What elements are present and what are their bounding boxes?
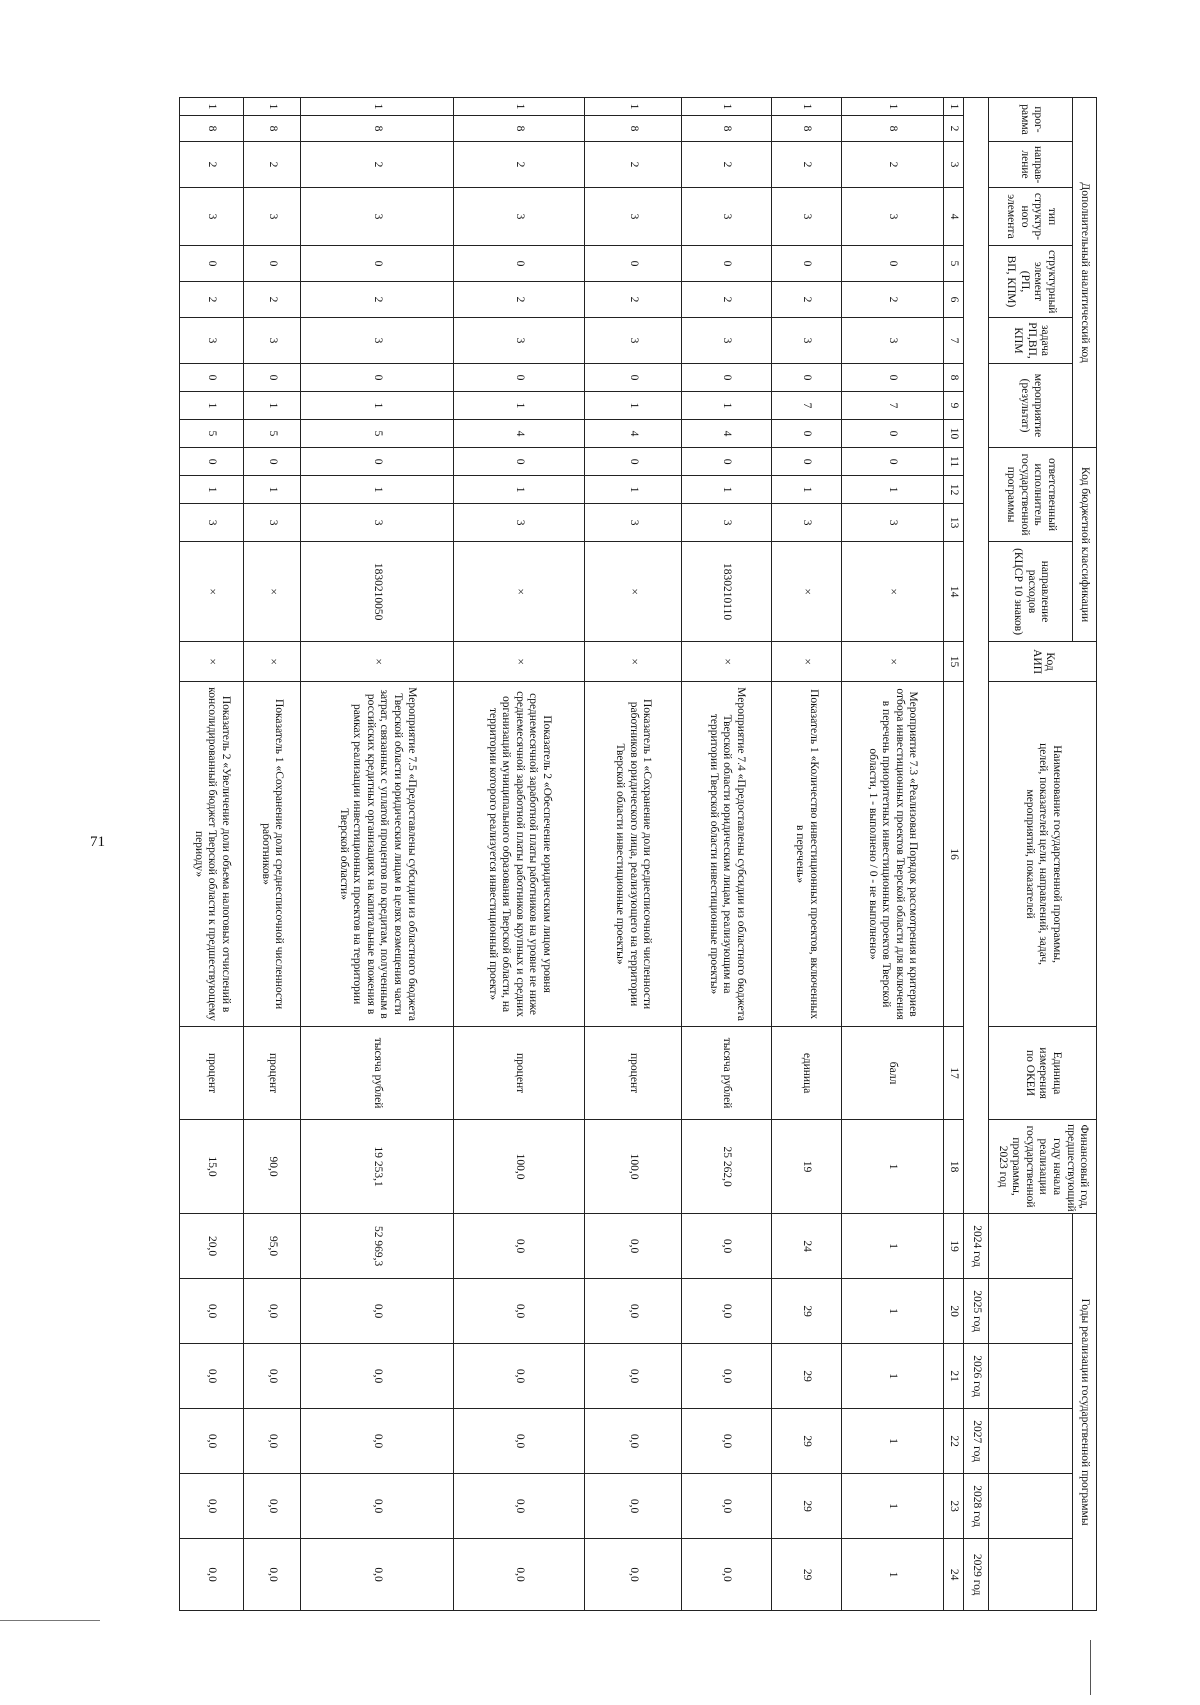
code-cell-col-13: 3 (772, 504, 842, 542)
code-cell-col-12: 1 (180, 476, 244, 504)
header-years-lead (963, 98, 989, 1214)
column-number-6: 6 (943, 282, 963, 318)
code-cell-col-14: 1830210050 (300, 542, 453, 642)
row-base-year-value: 90,0 (243, 1120, 300, 1214)
header-element-type: тип структур- ного элемента (989, 188, 1073, 246)
code-cell-col-14: × (180, 542, 244, 642)
code-cell-col-13: 3 (841, 504, 943, 542)
code-cell-col-2: 8 (243, 116, 300, 142)
code-cell-col-11: 0 (772, 448, 842, 476)
row-base-year-value: 25 262,0 (681, 1120, 771, 1214)
row-year-value-2: 0,0 (585, 1279, 682, 1344)
row-year-value-5: 0,0 (180, 1474, 244, 1539)
column-number-9: 9 (943, 392, 963, 420)
column-number-24: 24 (943, 1539, 963, 1611)
row-year-value-5: 0,0 (681, 1474, 771, 1539)
row-name: Показатель 1 «Сохранение доли среднесписочной численности работников» (243, 682, 300, 1027)
row-year-value-2: 0,0 (681, 1279, 771, 1344)
code-cell-col-8: 0 (585, 364, 682, 392)
column-number-18: 18 (943, 1120, 963, 1214)
row-year-value-1: 20,0 (180, 1214, 244, 1279)
code-cell-col-15: × (841, 642, 943, 682)
code-cell-col-1: 1 (300, 98, 453, 116)
page-number: 71 (90, 834, 105, 850)
code-cell-col-15: × (180, 642, 244, 682)
header-executor: ответственный исполнитель государственной программы (989, 448, 1073, 542)
table-row (243, 98, 300, 1611)
column-number-15: 15 (943, 642, 963, 682)
code-cell-col-5: 0 (300, 246, 453, 282)
row-year-value-6: 0,0 (585, 1539, 682, 1611)
code-cell-col-2: 8 (180, 116, 244, 142)
code-cell-col-13: 3 (585, 504, 682, 542)
row-year-value-2: 1 (841, 1279, 943, 1344)
column-number-13: 13 (943, 504, 963, 542)
scan-mark (1090, 1640, 1091, 1695)
code-cell-col-2: 8 (300, 116, 453, 142)
code-cell-col-6: 2 (772, 282, 842, 318)
column-number-5: 5 (943, 246, 963, 282)
code-cell-col-5: 0 (681, 246, 771, 282)
code-cell-col-7: 3 (772, 318, 842, 364)
row-base-year-value: 1 (841, 1120, 943, 1214)
row-name: Показатель 1 «Сохранение доли среднесписочной численности работников юридического лица, реализующего на территории Тверской области инвестиционные проекты» (585, 682, 682, 1027)
table-row (454, 98, 585, 1611)
row-year-value-6: 0,0 (454, 1539, 585, 1611)
column-number-23: 23 (943, 1474, 963, 1539)
row-year-value-3: 0,0 (585, 1344, 682, 1409)
row-name: Показатель 2 «Обеспечение юридическим лицом уровня среднемесячной заработной платы работников на уровне не ниже среднемесячной заработной платы работников крупных и средних организаций муниципального образования Тверской области, на территории которого реализуется инвестиционный проект» (454, 682, 585, 1027)
code-cell-col-9: 1 (243, 392, 300, 420)
row-year-value-2: 0,0 (300, 1279, 453, 1344)
code-cell-col-6: 2 (243, 282, 300, 318)
code-cell-col-2: 8 (841, 116, 943, 142)
column-number-1: 1 (943, 98, 963, 116)
table-row (772, 98, 842, 1611)
row-base-year-value: 100,0 (585, 1120, 682, 1214)
code-cell-col-1: 1 (454, 98, 585, 116)
code-cell-col-9: 7 (841, 392, 943, 420)
rotated-table-container (179, 97, 1097, 1600)
header-years-spacer-6 (989, 1539, 1073, 1611)
header-aip-code: Код АИП (989, 642, 1097, 682)
code-cell-col-1: 1 (243, 98, 300, 116)
header-years-spacer-4 (989, 1409, 1073, 1474)
header-base-year: Финансовый год, предшествующий году начала реализации государственной программы, 2023 год (989, 1120, 1097, 1214)
row-unit: процент (243, 1027, 300, 1120)
row-year-value-1: 95,0 (243, 1214, 300, 1279)
column-number-7: 7 (943, 318, 963, 364)
code-cell-col-3: 2 (681, 142, 771, 188)
code-cell-col-14: × (454, 542, 585, 642)
code-cell-col-1: 1 (585, 98, 682, 116)
row-base-year-value: 19 253,1 (300, 1120, 453, 1214)
column-number-2: 2 (943, 116, 963, 142)
header-years-spacer-3 (989, 1344, 1073, 1409)
code-cell-col-4: 3 (841, 188, 943, 246)
code-cell-col-7: 3 (454, 318, 585, 364)
program-table (179, 97, 1097, 1611)
header-year-5: 2028 год (963, 1474, 989, 1539)
code-cell-col-6: 2 (681, 282, 771, 318)
code-cell-col-5: 0 (454, 246, 585, 282)
code-cell-col-2: 8 (585, 116, 682, 142)
code-cell-col-10: 5 (300, 420, 453, 448)
table-row (585, 98, 682, 1611)
code-cell-col-11: 0 (454, 448, 585, 476)
code-cell-col-14: × (841, 542, 943, 642)
row-year-value-3: 0,0 (300, 1344, 453, 1409)
row-year-value-5: 0,0 (454, 1474, 585, 1539)
code-cell-col-15: × (454, 642, 585, 682)
code-cell-col-14: × (243, 542, 300, 642)
code-cell-col-8: 0 (681, 364, 771, 392)
row-name: Показатель 1 «Количество инвестиционных проектов, включенных в перечень» (772, 682, 842, 1027)
column-number-21: 21 (943, 1344, 963, 1409)
code-cell-col-9: 1 (681, 392, 771, 420)
header-years-spacer-2 (989, 1279, 1073, 1344)
row-base-year-value: 100,0 (454, 1120, 585, 1214)
header-year-3: 2026 год (963, 1344, 989, 1409)
row-year-value-1: 0,0 (585, 1214, 682, 1279)
row-year-value-6: 1 (841, 1539, 943, 1611)
code-cell-col-10: 5 (243, 420, 300, 448)
column-number-8: 8 (943, 364, 963, 392)
code-cell-col-8: 0 (454, 364, 585, 392)
row-year-value-1: 24 (772, 1214, 842, 1279)
column-number-20: 20 (943, 1279, 963, 1344)
row-year-value-2: 0,0 (243, 1279, 300, 1344)
table-row (681, 98, 771, 1611)
row-unit: единица (772, 1027, 842, 1120)
row-year-value-2: 0,0 (454, 1279, 585, 1344)
row-unit: процент (180, 1027, 244, 1120)
table-row (180, 98, 244, 1611)
header-year-1: 2024 год (963, 1214, 989, 1279)
code-cell-col-9: 1 (300, 392, 453, 420)
code-cell-col-8: 0 (772, 364, 842, 392)
row-year-value-1: 1 (841, 1214, 943, 1279)
header-name: Наименование государственной программы, целей, показателей цели, направлений, задач, мероприятий, показателей (989, 682, 1097, 1027)
column-number-11: 11 (943, 448, 963, 476)
code-cell-col-7: 3 (300, 318, 453, 364)
row-year-value-6: 0,0 (180, 1539, 244, 1611)
row-year-value-4: 29 (772, 1409, 842, 1474)
row-year-value-1: 0,0 (454, 1214, 585, 1279)
code-cell-col-6: 2 (841, 282, 943, 318)
code-cell-col-8: 0 (841, 364, 943, 392)
row-year-value-5: 1 (841, 1474, 943, 1539)
code-cell-col-12: 1 (841, 476, 943, 504)
row-name: Мероприятие 7.5 «Предоставлены субсидии из областного бюджета Тверской области юридическим лицам в целях возмещения части затрат, связанных с уплатой процентов по кредитам, полученным в российских кредитных организациях на капитальные вложения в рамках реализации инвестиционных проектов на территории Тверской области» (300, 682, 453, 1027)
code-cell-col-14: × (585, 542, 682, 642)
code-cell-col-13: 3 (454, 504, 585, 542)
code-cell-col-9: 1 (180, 392, 244, 420)
row-year-value-4: 1 (841, 1409, 943, 1474)
header-expense-direction: направление расходов (КЦСР 10 знаков) (989, 542, 1073, 642)
row-year-value-3: 0,0 (243, 1344, 300, 1409)
code-cell-col-1: 1 (681, 98, 771, 116)
code-cell-col-13: 3 (180, 504, 244, 542)
header-program: прог- рамма (989, 98, 1073, 142)
code-cell-col-3: 2 (300, 142, 453, 188)
code-cell-col-4: 3 (243, 188, 300, 246)
code-cell-col-5: 0 (585, 246, 682, 282)
code-cell-col-2: 8 (454, 116, 585, 142)
row-year-value-4: 0,0 (454, 1409, 585, 1474)
code-cell-col-11: 0 (243, 448, 300, 476)
code-cell-col-6: 2 (180, 282, 244, 318)
code-cell-col-7: 3 (180, 318, 244, 364)
column-number-3: 3 (943, 142, 963, 188)
column-number-17: 17 (943, 1027, 963, 1120)
header-year-2: 2025 год (963, 1279, 989, 1344)
table-row (300, 98, 453, 1611)
code-cell-col-9: 7 (772, 392, 842, 420)
code-cell-col-1: 1 (841, 98, 943, 116)
header-year-4: 2027 год (963, 1409, 989, 1474)
code-cell-col-11: 0 (681, 448, 771, 476)
row-year-value-2: 0,0 (180, 1279, 244, 1344)
row-unit: процент (585, 1027, 682, 1120)
code-cell-col-6: 2 (454, 282, 585, 318)
column-number-19: 19 (943, 1214, 963, 1279)
row-base-year-value: 15,0 (180, 1120, 244, 1214)
code-cell-col-12: 1 (772, 476, 842, 504)
code-cell-col-15: × (585, 642, 682, 682)
code-cell-col-12: 1 (681, 476, 771, 504)
code-cell-col-4: 3 (454, 188, 585, 246)
row-year-value-6: 0,0 (681, 1539, 771, 1611)
code-cell-col-10: 5 (180, 420, 244, 448)
row-year-value-5: 29 (772, 1474, 842, 1539)
header-years-title: Годы реализации государственной программы (1073, 1214, 1097, 1611)
column-number-22: 22 (943, 1409, 963, 1474)
code-cell-col-10: 4 (454, 420, 585, 448)
code-cell-col-10: 0 (841, 420, 943, 448)
header-years-spacer-5 (989, 1474, 1073, 1539)
row-year-value-4: 0,0 (243, 1409, 300, 1474)
code-cell-col-8: 0 (180, 364, 244, 392)
code-cell-col-12: 1 (585, 476, 682, 504)
code-cell-col-6: 2 (300, 282, 453, 318)
code-cell-col-10: 0 (772, 420, 842, 448)
row-year-value-1: 52 969,3 (300, 1214, 453, 1279)
code-cell-col-12: 1 (454, 476, 585, 504)
row-unit: процент (454, 1027, 585, 1120)
row-year-value-1: 0,0 (681, 1214, 771, 1279)
header-year-6: 2029 год (963, 1539, 989, 1611)
code-cell-col-1: 1 (772, 98, 842, 116)
code-cell-col-13: 3 (243, 504, 300, 542)
row-unit: тысяча рублей (300, 1027, 453, 1120)
row-year-value-3: 0,0 (180, 1344, 244, 1409)
code-cell-col-6: 2 (585, 282, 682, 318)
code-cell-col-7: 3 (841, 318, 943, 364)
code-cell-col-9: 1 (585, 392, 682, 420)
code-cell-col-5: 0 (243, 246, 300, 282)
code-cell-col-3: 2 (243, 142, 300, 188)
code-cell-col-5: 0 (841, 246, 943, 282)
row-name: Мероприятие 7.4 «Предоставлены субсидии из областного бюджета Тверской области юридическим лицам, реализующим на территории Тверской области инвестиционные проекты» (681, 682, 771, 1027)
header-additional-code: Дополнительный аналитический код (1073, 98, 1097, 448)
binding-line (0, 1620, 100, 1621)
column-number-10: 10 (943, 420, 963, 448)
code-cell-col-15: × (681, 642, 771, 682)
header-task: задача РП,ВП, КПМ (989, 318, 1073, 364)
code-cell-col-8: 0 (300, 364, 453, 392)
code-cell-col-3: 2 (841, 142, 943, 188)
code-cell-col-15: × (243, 642, 300, 682)
code-cell-col-3: 2 (454, 142, 585, 188)
row-year-value-2: 29 (772, 1279, 842, 1344)
code-cell-col-12: 1 (243, 476, 300, 504)
code-cell-col-12: 1 (300, 476, 453, 504)
code-cell-col-15: × (300, 642, 453, 682)
code-cell-col-10: 4 (585, 420, 682, 448)
code-cell-col-3: 2 (585, 142, 682, 188)
code-cell-col-11: 0 (180, 448, 244, 476)
code-cell-col-5: 0 (772, 246, 842, 282)
column-number-12: 12 (943, 476, 963, 504)
row-year-value-4: 0,0 (180, 1409, 244, 1474)
code-cell-col-2: 8 (772, 116, 842, 142)
code-cell-col-4: 3 (681, 188, 771, 246)
row-year-value-4: 0,0 (300, 1409, 453, 1474)
row-year-value-6: 0,0 (243, 1539, 300, 1611)
row-year-value-5: 0,0 (243, 1474, 300, 1539)
code-cell-col-3: 2 (180, 142, 244, 188)
code-cell-col-11: 0 (300, 448, 453, 476)
row-year-value-4: 0,0 (681, 1409, 771, 1474)
row-year-value-3: 0,0 (681, 1344, 771, 1409)
column-number-16: 16 (943, 682, 963, 1027)
code-cell-col-9: 1 (454, 392, 585, 420)
row-year-value-5: 0,0 (585, 1474, 682, 1539)
header-measure: мероприятие (результат) (989, 364, 1073, 448)
code-cell-col-7: 3 (681, 318, 771, 364)
header-budget-code: Код бюджетной классификации (1073, 448, 1097, 642)
code-cell-col-7: 3 (243, 318, 300, 364)
code-cell-col-13: 3 (681, 504, 771, 542)
row-year-value-4: 0,0 (585, 1409, 682, 1474)
code-cell-col-15: × (772, 642, 842, 682)
code-cell-col-3: 2 (772, 142, 842, 188)
row-name: Показатель 2 «Увеличение доли объема налоговых отчислений в консолидированный бюджет Тверской области к предшествующему периоду» (180, 682, 244, 1027)
code-cell-col-4: 3 (772, 188, 842, 246)
code-cell-col-4: 3 (585, 188, 682, 246)
code-cell-col-5: 0 (180, 246, 244, 282)
header-years-spacer-1 (989, 1214, 1073, 1279)
code-cell-col-2: 8 (681, 116, 771, 142)
code-cell-col-14: × (772, 542, 842, 642)
code-cell-col-8: 0 (243, 364, 300, 392)
column-number-4: 4 (943, 188, 963, 246)
row-year-value-6: 29 (772, 1539, 842, 1611)
row-year-value-3: 1 (841, 1344, 943, 1409)
code-cell-col-11: 0 (841, 448, 943, 476)
header-unit: Единица измерения по ОКЕИ (989, 1027, 1097, 1120)
row-year-value-3: 29 (772, 1344, 842, 1409)
code-cell-col-13: 3 (300, 504, 453, 542)
row-unit: балл (841, 1027, 943, 1120)
column-number-14: 14 (943, 542, 963, 642)
row-year-value-3: 0,0 (454, 1344, 585, 1409)
row-name: Мероприятие 7.3 «Реализован Порядок рассмотрения и критериев отбора инвестиционных проектов Тверской области для включения в перечень приоритетных инвестиционных проектов Тверской области, 1 - выполнено / 0 - не выполнено» (841, 682, 943, 1027)
row-year-value-6: 0,0 (300, 1539, 453, 1611)
header-direction: направ- ление (989, 142, 1073, 188)
code-cell-col-7: 3 (585, 318, 682, 364)
row-unit: тысяча рублей (681, 1027, 771, 1120)
row-year-value-5: 0,0 (300, 1474, 453, 1539)
code-cell-col-1: 1 (180, 98, 244, 116)
code-cell-col-4: 3 (180, 188, 244, 246)
row-base-year-value: 19 (772, 1120, 842, 1214)
code-cell-col-14: 1830210110 (681, 542, 771, 642)
code-cell-col-10: 4 (681, 420, 771, 448)
table-row (841, 98, 943, 1611)
code-cell-col-11: 0 (585, 448, 682, 476)
header-structural-element: структурный элемент (РП, ВП, КПМ) (989, 246, 1073, 318)
code-cell-col-4: 3 (300, 188, 453, 246)
